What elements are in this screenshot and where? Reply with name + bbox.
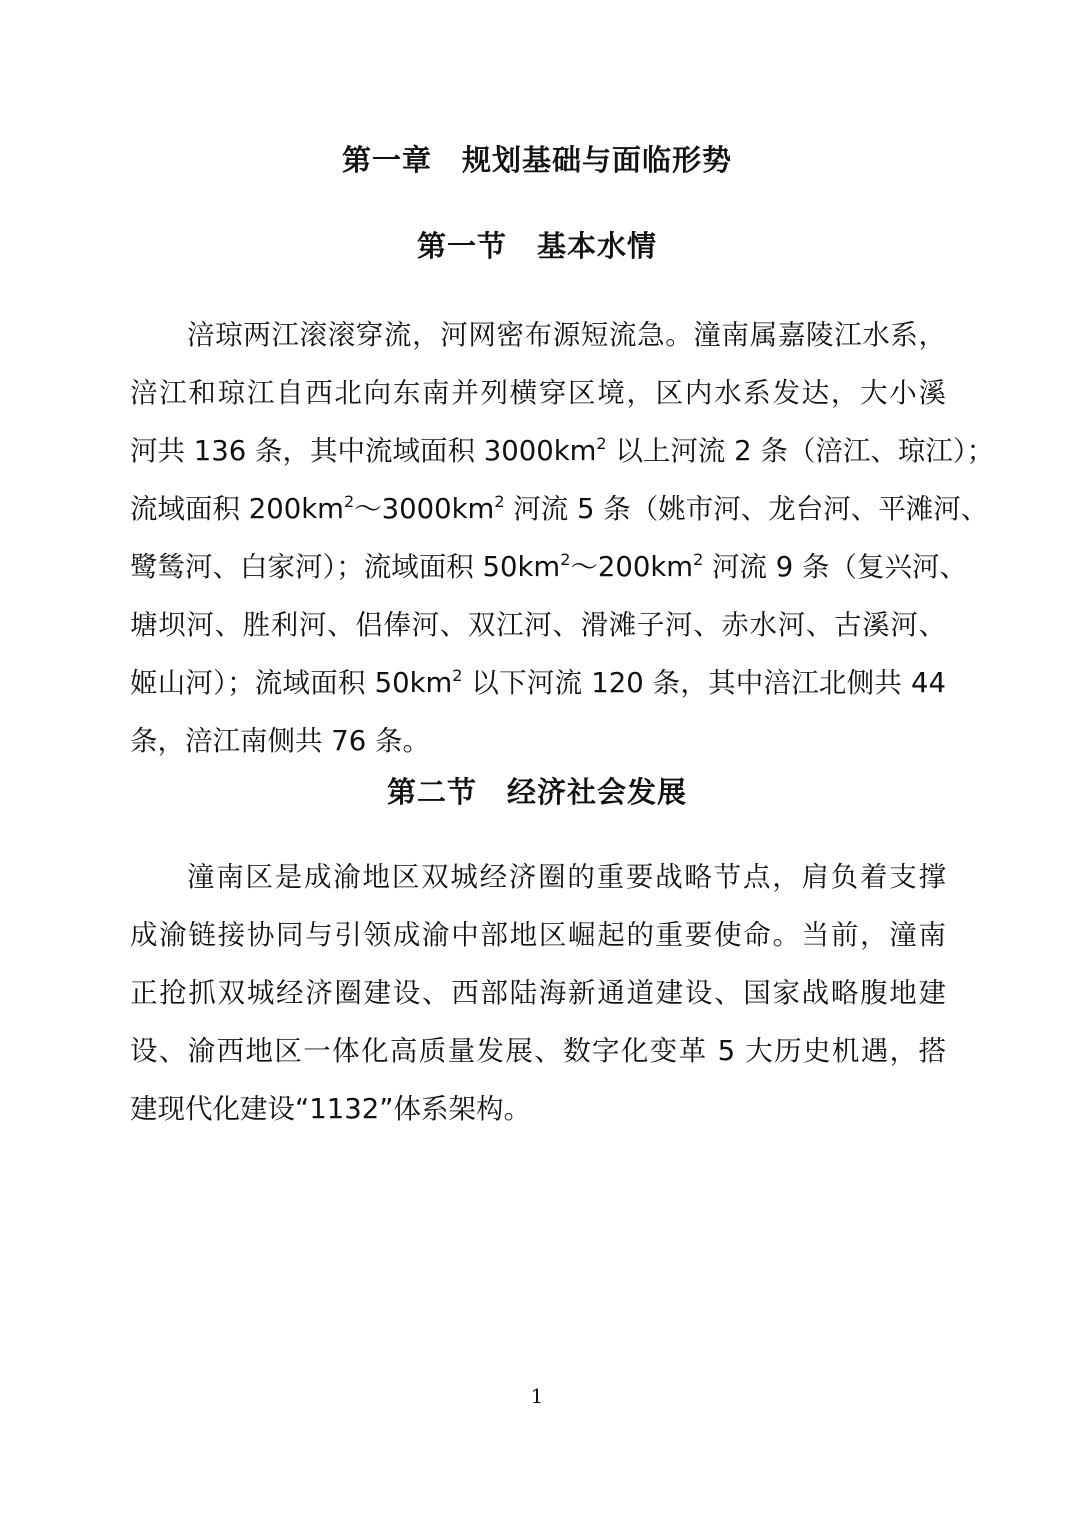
paragraph-line	[130, 422, 995, 480]
paragraph-line	[130, 712, 946, 770]
paragraph-line	[130, 364, 946, 422]
text-run: 涪琼两江滚滚穿流，河网密布源短流急。潼南属嘉陵江水系，	[187, 319, 946, 351]
text-run: 河流 9 条（复兴河、	[703, 551, 968, 583]
paragraph-line	[130, 480, 989, 538]
superscript: 2	[452, 666, 463, 685]
text-run: 设、渝西地区一体化高质量发展、数字化变革 5 大历史机遇，搭	[130, 1035, 946, 1067]
chapter-title: 第一章 规划基础与面临形势	[341, 143, 732, 177]
text-run: 成渝链接协同与引领成渝中部地区崛起的重要使命。当前，潼南	[130, 919, 946, 951]
paragraph-basic-water	[130, 306, 995, 770]
text-run: 鹭鸶河、白家河）；流域面积 50km	[130, 551, 561, 583]
section-title-basic-water: 第一节 基本水情	[416, 229, 657, 263]
paragraph-line	[130, 538, 968, 596]
text-run: 以下河流 120 条，其中涪江北侧共 44	[462, 667, 946, 699]
text-run: ～200km	[570, 551, 694, 583]
superscript: 2	[343, 492, 355, 511]
paragraph-line	[130, 964, 946, 1022]
page-number: 1	[530, 1384, 544, 1408]
text-run: 流域面积 200km	[130, 493, 344, 525]
text-run: 姬山河）；流域面积 50km	[130, 667, 453, 699]
superscript: 2	[693, 550, 704, 569]
paragraph-economy	[130, 848, 946, 1138]
superscript: 2	[596, 434, 607, 453]
text-run: 以上河流 2 条（涪江、琼江）；	[606, 435, 995, 467]
text-run: 建现代化建设“1132”体系架构。	[130, 1093, 531, 1125]
section-title-economy: 第二节 经济社会发展	[386, 775, 687, 809]
text-run: 潼南区是成渝地区双城经济圈的重要战略节点，肩负着支撑	[187, 861, 946, 893]
superscript: 2	[560, 550, 571, 569]
text-run: ～3000km	[354, 493, 495, 525]
paragraph-line	[130, 1022, 946, 1080]
text-run: 河流 5 条（姚市河、龙台河、平滩河、	[504, 493, 989, 525]
text-run: 涪江和琼江自西北向东南并列横穿区境，区内水系发达，大小溪	[130, 377, 946, 409]
paragraph-line	[130, 654, 946, 712]
paragraph-line	[130, 1080, 946, 1138]
paragraph-line	[130, 596, 946, 654]
paragraph-line	[130, 306, 946, 364]
superscript: 2	[494, 492, 505, 511]
text-run: 河共 136 条，其中流域面积 3000km	[130, 435, 597, 467]
paragraph-line	[130, 906, 946, 964]
text-run: 正抢抓双城经济圈建设、西部陆海新通道建设、国家战略腹地建	[130, 977, 946, 1009]
text-run: 条，涪江南侧共 76 条。	[130, 725, 430, 757]
text-run: 塘坝河、胜利河、侣俸河、双江河、滑滩子河、赤水河、古溪河、	[130, 609, 946, 641]
paragraph-line	[130, 848, 946, 906]
